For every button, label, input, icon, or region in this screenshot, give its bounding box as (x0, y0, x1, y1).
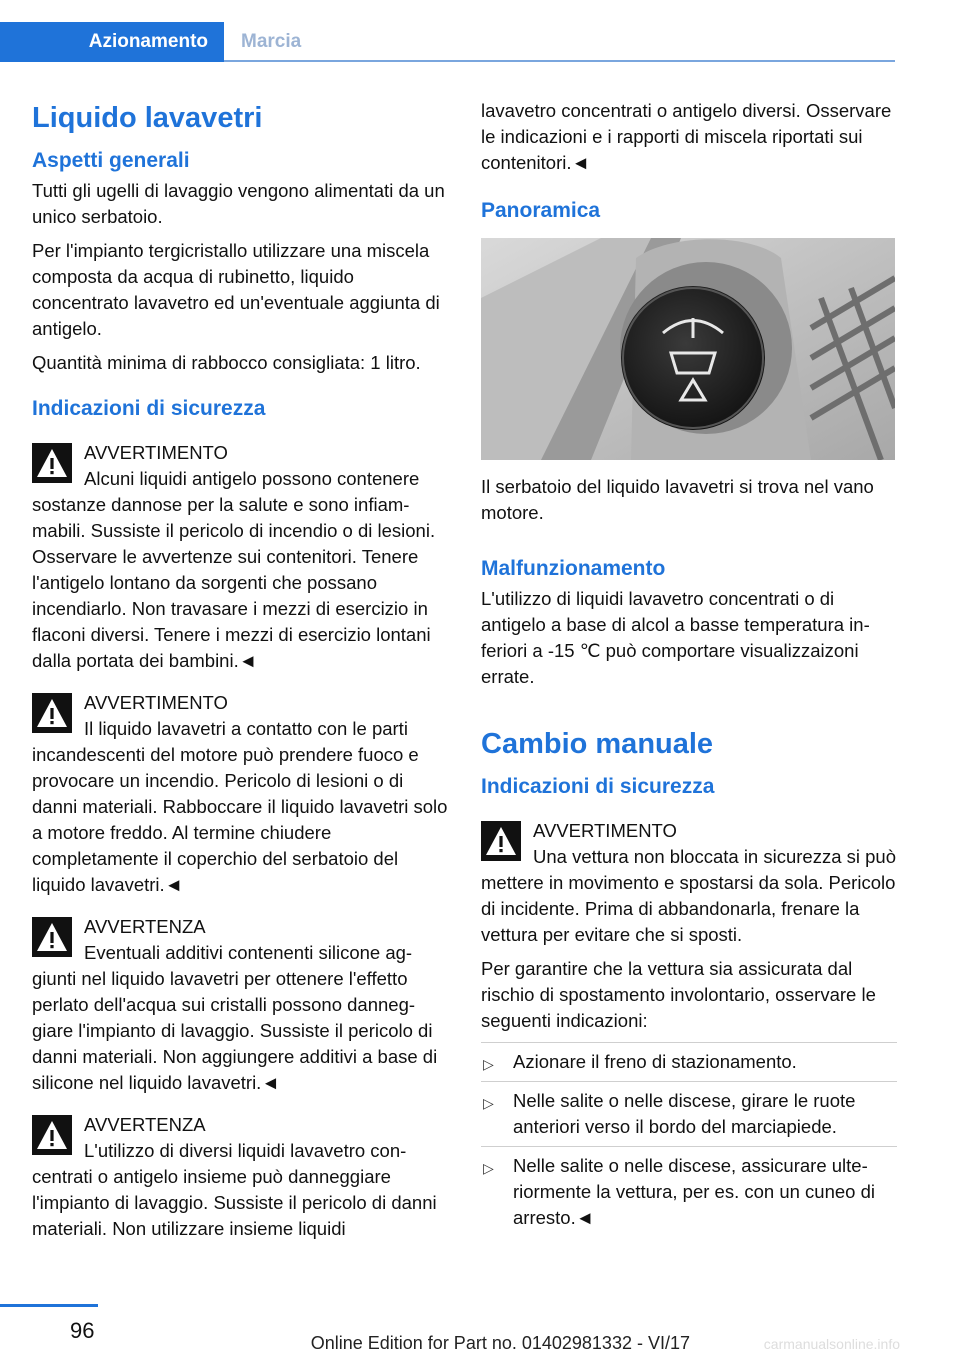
section-title-liquido-lavavetri: Liquido lavavetri (32, 102, 263, 134)
warning-triangle-icon (32, 917, 72, 957)
paragraph: Quantità minima di rabbocco consigliata: 1 litro. (32, 352, 421, 373)
warning-block (32, 914, 448, 1096)
reservoir-cap-photo (481, 238, 895, 460)
tab-underline (224, 60, 895, 62)
bullet-triangle-icon: ▷ (483, 1095, 494, 1111)
warning-label: AVVERTENZA (84, 916, 206, 937)
paragraph: Per l'impianto tergicristallo utilizzare una miscela composta da acqua di rubinetto, liquido concentrato lavavetro ed un'eventuale aggiunta di antigelo. (32, 240, 440, 339)
warning-block (32, 1112, 448, 1242)
footer-rule (0, 1304, 98, 1307)
warning-block (481, 818, 897, 948)
warning-triangle-icon (481, 821, 521, 861)
warning-label: AVVERTIMENTO (84, 442, 228, 463)
paragraph-continuation: lavavetro concentrati o antigelo diversi. Osservare le indicazioni e i rapporti di miscela riportati sui contenitori.◄ (481, 100, 892, 173)
warning-text: Una vettura non bloccata in sicurezza si può mettere in movimento e spostarsi da sola. Pericolo di incidente. Prima di abbandonarla, frenare la vettura per evitare che si sposti. (481, 846, 897, 945)
warning-text: Il liquido lavavetri a contatto con le parti incandescenti del motore può prendere fuoco e provocare un incendio. Pericolo di lesioni o di danni materiali. Rabboccare il liquido lavavetri solo a motore freddo. Al termine chiudere completamente il coperchio del serbatoio del liquido lavavetri.◄ (32, 718, 448, 895)
paragraph: L'utilizzo di liquidi lavavetro concentrati o di antigelo a base di alcol a basse temperatura inferiori a -15 ℃ può comportare visualizzaizoni errate. (481, 588, 870, 687)
chapter-tabs (0, 22, 895, 62)
warning-block (32, 440, 448, 674)
warning-triangle-icon (32, 693, 72, 733)
warning-text: Alcuni liquidi antigelo possono contenere sostanze dannose per la salute e sono infiammabili. Sussiste il pericolo di incendio o di lesioni. Osservare le avvertenze sui contenitori. Tenere l'antigelo lontano da sorgenti che possano incendiarlo. Non travasare i mezzi di esercizio in flaconi diversi. Tenere i mezzi di esercizio lontani dalla portata dei bambini.◄ (32, 468, 436, 671)
heading-aspetti-generali: Aspetti generali (32, 149, 190, 172)
list-item (481, 1082, 897, 1147)
step-list (481, 1042, 897, 1237)
watermark: carmanualsonline.info (763, 1336, 900, 1352)
warning-block (32, 690, 448, 898)
warning-label: AVVERTIMENTO (84, 692, 228, 713)
right-column (481, 98, 897, 1237)
warning-label: AVVERTENZA (84, 1114, 206, 1135)
reservoir-cap-image (481, 238, 895, 460)
list-item-text: Nelle salite o nelle discese, assicurare ulteriormente la vettura, per es. con un cuneo di arresto.◄ (513, 1155, 875, 1228)
list-item (481, 1043, 897, 1082)
list-item (481, 1147, 897, 1237)
list-item-text: Azionare il freno di stazionamento. (513, 1051, 797, 1072)
heading-panoramica: Panoramica (481, 199, 601, 222)
warning-text: Eventuali additivi contenenti silicone aggiunti nel liquido lavavetri per ottenere l'effetto perlato dell'acqua sui cristalli possono danneggiare l'impianto di lavaggio. Sussiste il pericolo di danni materiali. Non aggiungere additivi a base di silicone nel liquido lavavetri.◄ (32, 942, 438, 1093)
heading-malfunzionamento: Malfunzionamento (481, 557, 666, 580)
tab-marcia[interactable]: Marcia (241, 31, 302, 52)
tab-azionamento[interactable]: Azionamento (0, 22, 224, 62)
bullet-triangle-icon: ▷ (483, 1160, 494, 1176)
edition-footer: Online Edition for Part no. 01402981332 - VI/17 (310, 1333, 690, 1353)
photo-caption: Il serbatoio del liquido lavavetri si trova nel vano motore. (481, 476, 874, 523)
warning-triangle-icon (32, 1115, 72, 1155)
heading-indicazioni-sicurezza-cambio: Indicazioni di sicurezza (481, 775, 715, 798)
left-column (32, 98, 448, 1242)
section-title-cambio-manuale: Cambio manuale (481, 728, 714, 760)
page-number: 96 (70, 1318, 95, 1343)
paragraph: Tutti gli ugelli di lavaggio vengono alimentati da un unico serbatoio. (32, 180, 445, 227)
warning-text: L'utilizzo di diversi liquidi lavavetro concentrati o antigelo insieme può danneggiare l'impianto di lavaggio. Sussiste il pericolo di danni materiali. Non utilizzare insieme liquidi (32, 1140, 437, 1239)
paragraph: Per garantire che la vettura sia assicurata dal rischio di spostamento involontario, osservare le seguenti indicazioni: (481, 958, 876, 1031)
heading-indicazioni-sicurezza: Indicazioni di sicurezza (32, 397, 266, 420)
list-item-text: Nelle salite o nelle discese, girare le ruote anteriori verso il bordo del marciapiede. (513, 1090, 856, 1137)
warning-label: AVVERTIMENTO (533, 820, 677, 841)
warning-triangle-icon (32, 443, 72, 483)
bullet-triangle-icon: ▷ (483, 1056, 494, 1072)
